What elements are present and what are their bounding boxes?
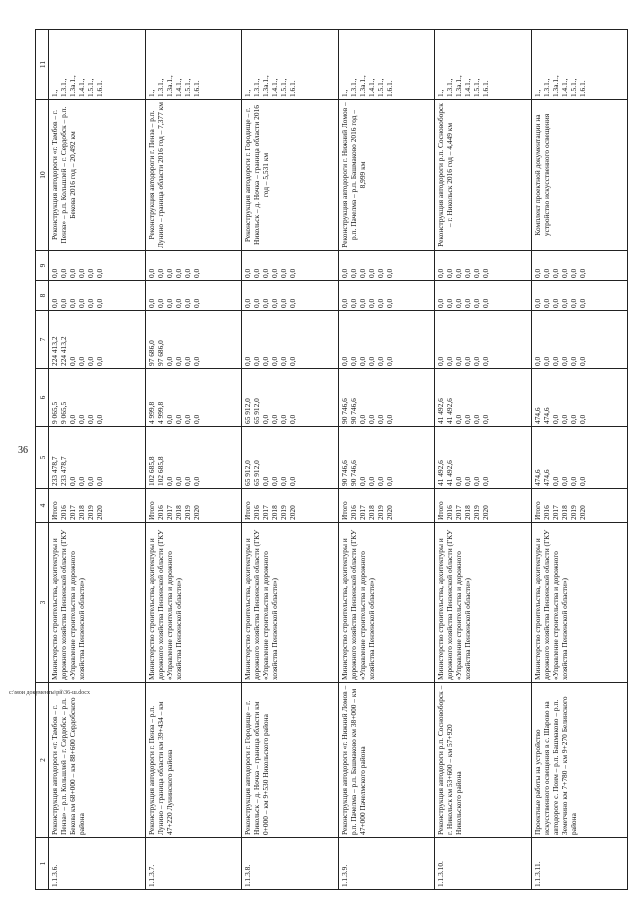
footer-file-path: c:\мои документы\рй\36-ш.docx bbox=[9, 690, 90, 696]
cell-federal-budget: 0,0 0,0 0,0 0,0 0,0 0,0 bbox=[338, 311, 435, 369]
cell-local-budget: 0,0 0,0 0,0 0,0 0,0 0,0 bbox=[242, 281, 339, 311]
cell-federal-budget: 0,0 0,0 0,0 0,0 0,0 0,0 bbox=[531, 311, 628, 369]
cell-indicators: 1., 1.3.1., 1.3а.1., 1.4.1., 1.5.1., 1.6.1. bbox=[435, 30, 532, 100]
column-header-3: 3 bbox=[36, 523, 49, 683]
cell-local-budget: 0,0 0,0 0,0 0,0 0,0 0,0 bbox=[145, 281, 242, 311]
cell-regional-budget: 4 999,8 4 999,8 0,0 0,0 0,0 0,0 bbox=[145, 369, 242, 427]
column-header-6: 6 bbox=[36, 369, 49, 427]
cell-regional-budget: 90 746,6 90 746,6 0,0 0,0 0,0 0,0 bbox=[338, 369, 435, 427]
cell-regional-budget: 65 912,0 65 912,0 0,0 0,0 0,0 0,0 bbox=[242, 369, 339, 427]
cell-measure-name: Реконструкция автодороги «г. Нижний Ломов – р.п. Пачелма – р.п. Башмаково км 38+000 – км 47+000 Пачелмского района bbox=[338, 683, 435, 838]
column-header-11: 11 bbox=[36, 30, 49, 100]
cell-code: 1.1.3.11. bbox=[531, 838, 628, 890]
cell-years: Итого 2016 2017 2018 2019 2020 bbox=[338, 489, 435, 523]
cell-extra-budget: 0,0 0,0 0,0 0,0 0,0 0,0 bbox=[338, 251, 435, 281]
cell-federal-budget: 0,0 0,0 0,0 0,0 0,0 0,0 bbox=[242, 311, 339, 369]
cell-extra-budget: 0,0 0,0 0,0 0,0 0,0 0,0 bbox=[242, 251, 339, 281]
cell-measure-name: Реконструкция автодороги р.п. Сосновоборск – г. Никольск км 53+600 – км 57+920 Никольского района bbox=[435, 683, 532, 838]
column-header-7: 7 bbox=[36, 311, 49, 369]
cell-years: Итого 2016 2017 2018 2019 2020 bbox=[145, 489, 242, 523]
cell-extra-budget: 0,0 0,0 0,0 0,0 0,0 0,0 bbox=[49, 251, 146, 281]
cell-local-budget: 0,0 0,0 0,0 0,0 0,0 0,0 bbox=[531, 281, 628, 311]
cell-result: Реконструкция автодороги «г. Тамбов – г. Пенза» – р.п. Кольшлей – г. Сердобск – р.п. Бекова 2016 год – 20,492 км bbox=[49, 100, 146, 251]
cell-extra-budget: 0,0 0,0 0,0 0,0 0,0 0,0 bbox=[435, 251, 532, 281]
table-row bbox=[242, 30, 339, 890]
cell-regional-budget: 9 065,5 9 065,5 0,0 0,0 0,0 0,0 bbox=[49, 369, 146, 427]
cell-local-budget: 0,0 0,0 0,0 0,0 0,0 0,0 bbox=[435, 281, 532, 311]
column-header-1: 1 bbox=[36, 838, 49, 890]
cell-executor: Министерство строительства, архитектуры и дорожного хозяйства Пензенской области (ГКУ «Управление строительства и дорожного хозяйства Пензенской области») bbox=[145, 523, 242, 683]
table-row bbox=[338, 30, 435, 890]
cell-executor: Министерство строительства, архитектуры и дорожного хозяйства Пензенской области (ГКУ «Управление строительства и дорожного хозяйства Пензенской области») bbox=[435, 523, 532, 683]
cell-executor: Министерство строительства, архитектуры и дорожного хозяйства Пензенской области (ГКУ «Управление строительства и дорожного хозяйства Пензенской области») bbox=[531, 523, 628, 683]
table-row bbox=[49, 30, 146, 890]
cell-executor: Министерство строительства, архитектуры и дорожного хозяйства Пензенской области (ГКУ «Управление строительства и дорожного хозяйства Пензенской области») bbox=[338, 523, 435, 683]
cell-years: Итого 2016 2017 2018 2019 2020 bbox=[49, 489, 146, 523]
column-header-9: 9 bbox=[36, 251, 49, 281]
column-header-2: 2 bbox=[36, 683, 49, 838]
cell-result: Реконструкция автодороги г. Пенза – р.п. Лунино – граница области 2016 год – 7,377 км bbox=[145, 100, 242, 251]
cell-extra-budget: 0,0 0,0 0,0 0,0 0,0 0,0 bbox=[531, 251, 628, 281]
cell-result: Реконструкция автодороги г. Нижний Ломов – р.п. Пачелма – р.п. Башмаково 2016 год – 8,999 км bbox=[338, 100, 435, 251]
cell-indicators: 1., 1.3.1., 1.3а.1., 1.4.1., 1.5.1., 1.6.1. bbox=[531, 30, 628, 100]
cell-code: 1.1.3.9. bbox=[338, 838, 435, 890]
cell-executor: Министерство строительства, архитектуры и дорожного хозяйства Пензенской области (ГКУ «Управление строительства и дорожного хозяйства Пензенской области») bbox=[242, 523, 339, 683]
column-header-5: 5 bbox=[36, 427, 49, 489]
header-row bbox=[36, 30, 49, 890]
table-row bbox=[145, 30, 242, 890]
page-number: 36 bbox=[18, 445, 28, 456]
cell-result: Реконструкция автодороги р.п. Сосновоборск – г. Никольск 2016 год – 4,449 км bbox=[435, 100, 532, 251]
cell-result: Реконструкция автодороги г. Городище – г. Никольск – д. Ночка – граница области 2016 год – 5,531 км bbox=[242, 100, 339, 251]
cell-total-funding: 102 685,8 102 685,8 0,0 0,0 0,0 0,0 bbox=[145, 427, 242, 489]
cell-federal-budget: 0,0 0,0 0,0 0,0 0,0 0,0 bbox=[435, 311, 532, 369]
rotated-landscape-page bbox=[35, 30, 628, 890]
cell-measure-name: Проектные работы на устройство искусственного освещения в с. Шарово на автодороге с. Поим – р.п. Башмаково – р.п. Земетчино км 7+780 – км 9+270 Белинского района bbox=[531, 683, 628, 838]
cell-total-funding: 41 492,6 41 492,6 0,0 0,0 0,0 0,0 bbox=[435, 427, 532, 489]
program-measures-table bbox=[35, 29, 628, 890]
cell-total-funding: 474,6 474,6 0,0 0,0 0,0 0,0 bbox=[531, 427, 628, 489]
cell-federal-budget: 97 686,0 97 686,0 0,0 0,0 0,0 0,0 bbox=[145, 311, 242, 369]
cell-local-budget: 0,0 0,0 0,0 0,0 0,0 0,0 bbox=[338, 281, 435, 311]
cell-years: Итого 2016 2017 2018 2019 2020 bbox=[242, 489, 339, 523]
cell-years: Итого 2016 2017 2018 2019 2020 bbox=[531, 489, 628, 523]
column-header-4: 4 bbox=[36, 489, 49, 523]
cell-regional-budget: 474,6 474,6 0,0 0,0 0,0 0,0 bbox=[531, 369, 628, 427]
table-row bbox=[435, 30, 532, 890]
cell-local-budget: 0,0 0,0 0,0 0,0 0,0 0,0 bbox=[49, 281, 146, 311]
cell-total-funding: 233 478,7 233 478,7 0,0 0,0 0,0 0,0 bbox=[49, 427, 146, 489]
cell-years: Итого 2016 2017 2018 2019 2020 bbox=[435, 489, 532, 523]
cell-executor: Министерство строительства, архитектуры и дорожного хозяйства Пензенской области (ГКУ «Управление строительства и дорожного хозяйства Пензенской области») bbox=[49, 523, 146, 683]
cell-result: Комплект проектной документации на устройство искусственного освещения bbox=[531, 100, 628, 251]
cell-code: 1.1.3.8. bbox=[242, 838, 339, 890]
cell-extra-budget: 0,0 0,0 0,0 0,0 0,0 0,0 bbox=[145, 251, 242, 281]
cell-code: 1.1.3.10. bbox=[435, 838, 532, 890]
column-header-10: 10 bbox=[36, 100, 49, 251]
cell-code: 1.1.3.6. bbox=[49, 838, 146, 890]
cell-total-funding: 90 746,6 90 746,6 0,0 0,0 0,0 0,0 bbox=[338, 427, 435, 489]
cell-indicators: 1., 1.3.1., 1.3а.1., 1.4.1., 1.5.1., 1.6.1. bbox=[338, 30, 435, 100]
cell-total-funding: 65 912,0 65 912,0 0,0 0,0 0,0 0,0 bbox=[242, 427, 339, 489]
column-header-8: 8 bbox=[36, 281, 49, 311]
cell-indicators: 1., 1.3.1., 1.3а.1., 1.4.1., 1.5.1., 1.6.1. bbox=[145, 30, 242, 100]
cell-regional-budget: 41 492,6 41 492,6 0,0 0,0 0,0 0,0 bbox=[435, 369, 532, 427]
table-row bbox=[531, 30, 628, 890]
cell-measure-name: Реконструкция автодороги «г. Тамбов – г. Пенза» – р.п. Кольшлей – г. Сердобск – р.п. Бекова км 68+000 – км 88+600 Сердобского района bbox=[49, 683, 146, 838]
cell-federal-budget: 224 413,2 224 413,2 0,0 0,0 0,0 0,0 bbox=[49, 311, 146, 369]
cell-measure-name: Реконструкция автодороги г. Городище – г. Никольск – д. Ночка – граница области км 0+000 – км 9+530 Никольского района bbox=[242, 683, 339, 838]
cell-measure-name: Реконструкция автодороги г. Пенза – р.п. Лунино – граница области км 39+434 – км 47+220 Лунинского района bbox=[145, 683, 242, 838]
cell-code: 1.1.3.7. bbox=[145, 838, 242, 890]
cell-indicators: 1., 1.3.1., 1.3а.1., 1.4.1., 1.5.1., 1.6.1. bbox=[242, 30, 339, 100]
cell-indicators: 1., 1.3.1., 1.3а.1., 1.4.1., 1.5.1., 1.6.1. bbox=[49, 30, 146, 100]
